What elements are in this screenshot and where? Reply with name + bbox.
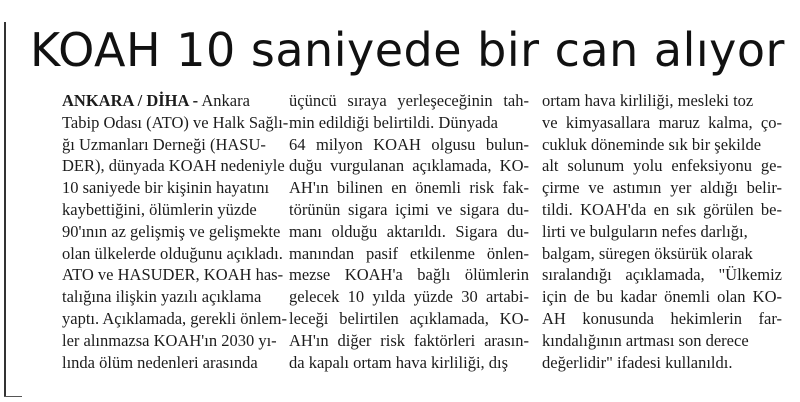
- column-line: da kapalı ortam hava kirliliği, dış: [289, 352, 509, 372]
- column-line: duğu vurgulanan açıklamada, KO-: [289, 156, 529, 176]
- column-line: çirme ve astımın yer aldığı belir-: [542, 178, 782, 198]
- column-line: min edildiği belirtildi. Dünyada: [289, 112, 498, 132]
- column-line: AH'ın diğer risk faktörleri arasın-: [289, 330, 529, 350]
- column-line: [62, 90, 252, 112]
- column-line: sıralandığı açıklamada, "Ülkemiz: [542, 265, 782, 285]
- column-line: AH'ın bilinen en önemli risk fak-: [289, 178, 529, 198]
- article-column-2: [289, 90, 529, 373]
- page-edge-rule: [4, 22, 6, 397]
- column-line: üçüncü sıraya yerleşeceğinin tah-: [289, 91, 529, 110]
- column-line: cukluk döneminde sık bir şekilde: [542, 134, 762, 154]
- column-line: 64 milyon KOAH olgusu bulun-: [289, 134, 529, 154]
- page-edge-rule-foot: [4, 396, 22, 397]
- column-line: 90'ının az gelişmiş ve gelişmekte: [62, 221, 281, 241]
- column-line: ve kimyasallara maruz kalma, ço-: [542, 112, 782, 132]
- column-line: gelecek 10 yılda yüzde 30 artabi-: [289, 287, 529, 307]
- column-line: lirti ve bulguların nefes darlığı,: [542, 221, 748, 241]
- column-line: talığına ilişkin yazılı açıklama: [62, 287, 262, 307]
- column-line: yaptı. Açıklamada, gerekli önlem-: [62, 308, 287, 328]
- column-line: ortam hava kirliliği, mesleki toz: [542, 91, 754, 110]
- column-line: lında ölüm nedenleri arasında: [62, 352, 258, 372]
- column-line: balgam, süregen öksürük olarak: [542, 243, 753, 263]
- article-headline: KOAH 10 saniyede bir can alıyor: [30, 23, 785, 77]
- column-line: manından pasif etkilenme önlen-: [289, 243, 529, 263]
- column-line: için de bu kadar önemli olan KO-: [542, 287, 782, 307]
- column-line: kaybettiğini, ölümlerin yüzde: [62, 199, 257, 219]
- column-line: törünün sigara içimi ve sigara du-: [289, 199, 529, 219]
- column-line: DER), dünyada KOAH nedeniyle: [62, 156, 285, 176]
- column-line: ğı Uzmanları Derneği (HASU-: [62, 134, 266, 154]
- column-line: tildi. KOAH'da en sık görülen be-: [542, 199, 782, 219]
- column-line: değerlidir" ifadesi kullanıldı.: [542, 352, 733, 372]
- article-column-1: [62, 90, 289, 373]
- column-line: Tabip Odası (ATO) ve Halk Sağlı-: [62, 112, 289, 132]
- column-line: ATO ve HASUDER, KOAH has-: [62, 265, 284, 285]
- column-line: leceği belirtilen açıklamada, KO-: [289, 308, 529, 328]
- column-line: ler alınmazsa KOAH'ın 2030 yı-: [62, 330, 277, 350]
- dateline: ANKARA / DİHA -: [62, 91, 199, 110]
- article-column-3: [542, 90, 782, 373]
- column-line: kındalığının artması son derece: [542, 330, 749, 350]
- column-line: AH konusunda hekimlerin far-: [542, 308, 782, 328]
- column-line: 10 saniyede bir kişinin hayatını: [62, 178, 270, 198]
- column-line: olan ülkelerde olduğunu açıkladı.: [62, 243, 283, 263]
- column-line: alt solunum yolu enfeksiyonu ge-: [542, 156, 782, 176]
- column-line: manı olduğu aktarıldı. Sigara du-: [289, 221, 529, 241]
- column-text: Ankara: [198, 91, 250, 110]
- column-line: mezse KOAH'a bağlı ölümlerin: [289, 265, 529, 285]
